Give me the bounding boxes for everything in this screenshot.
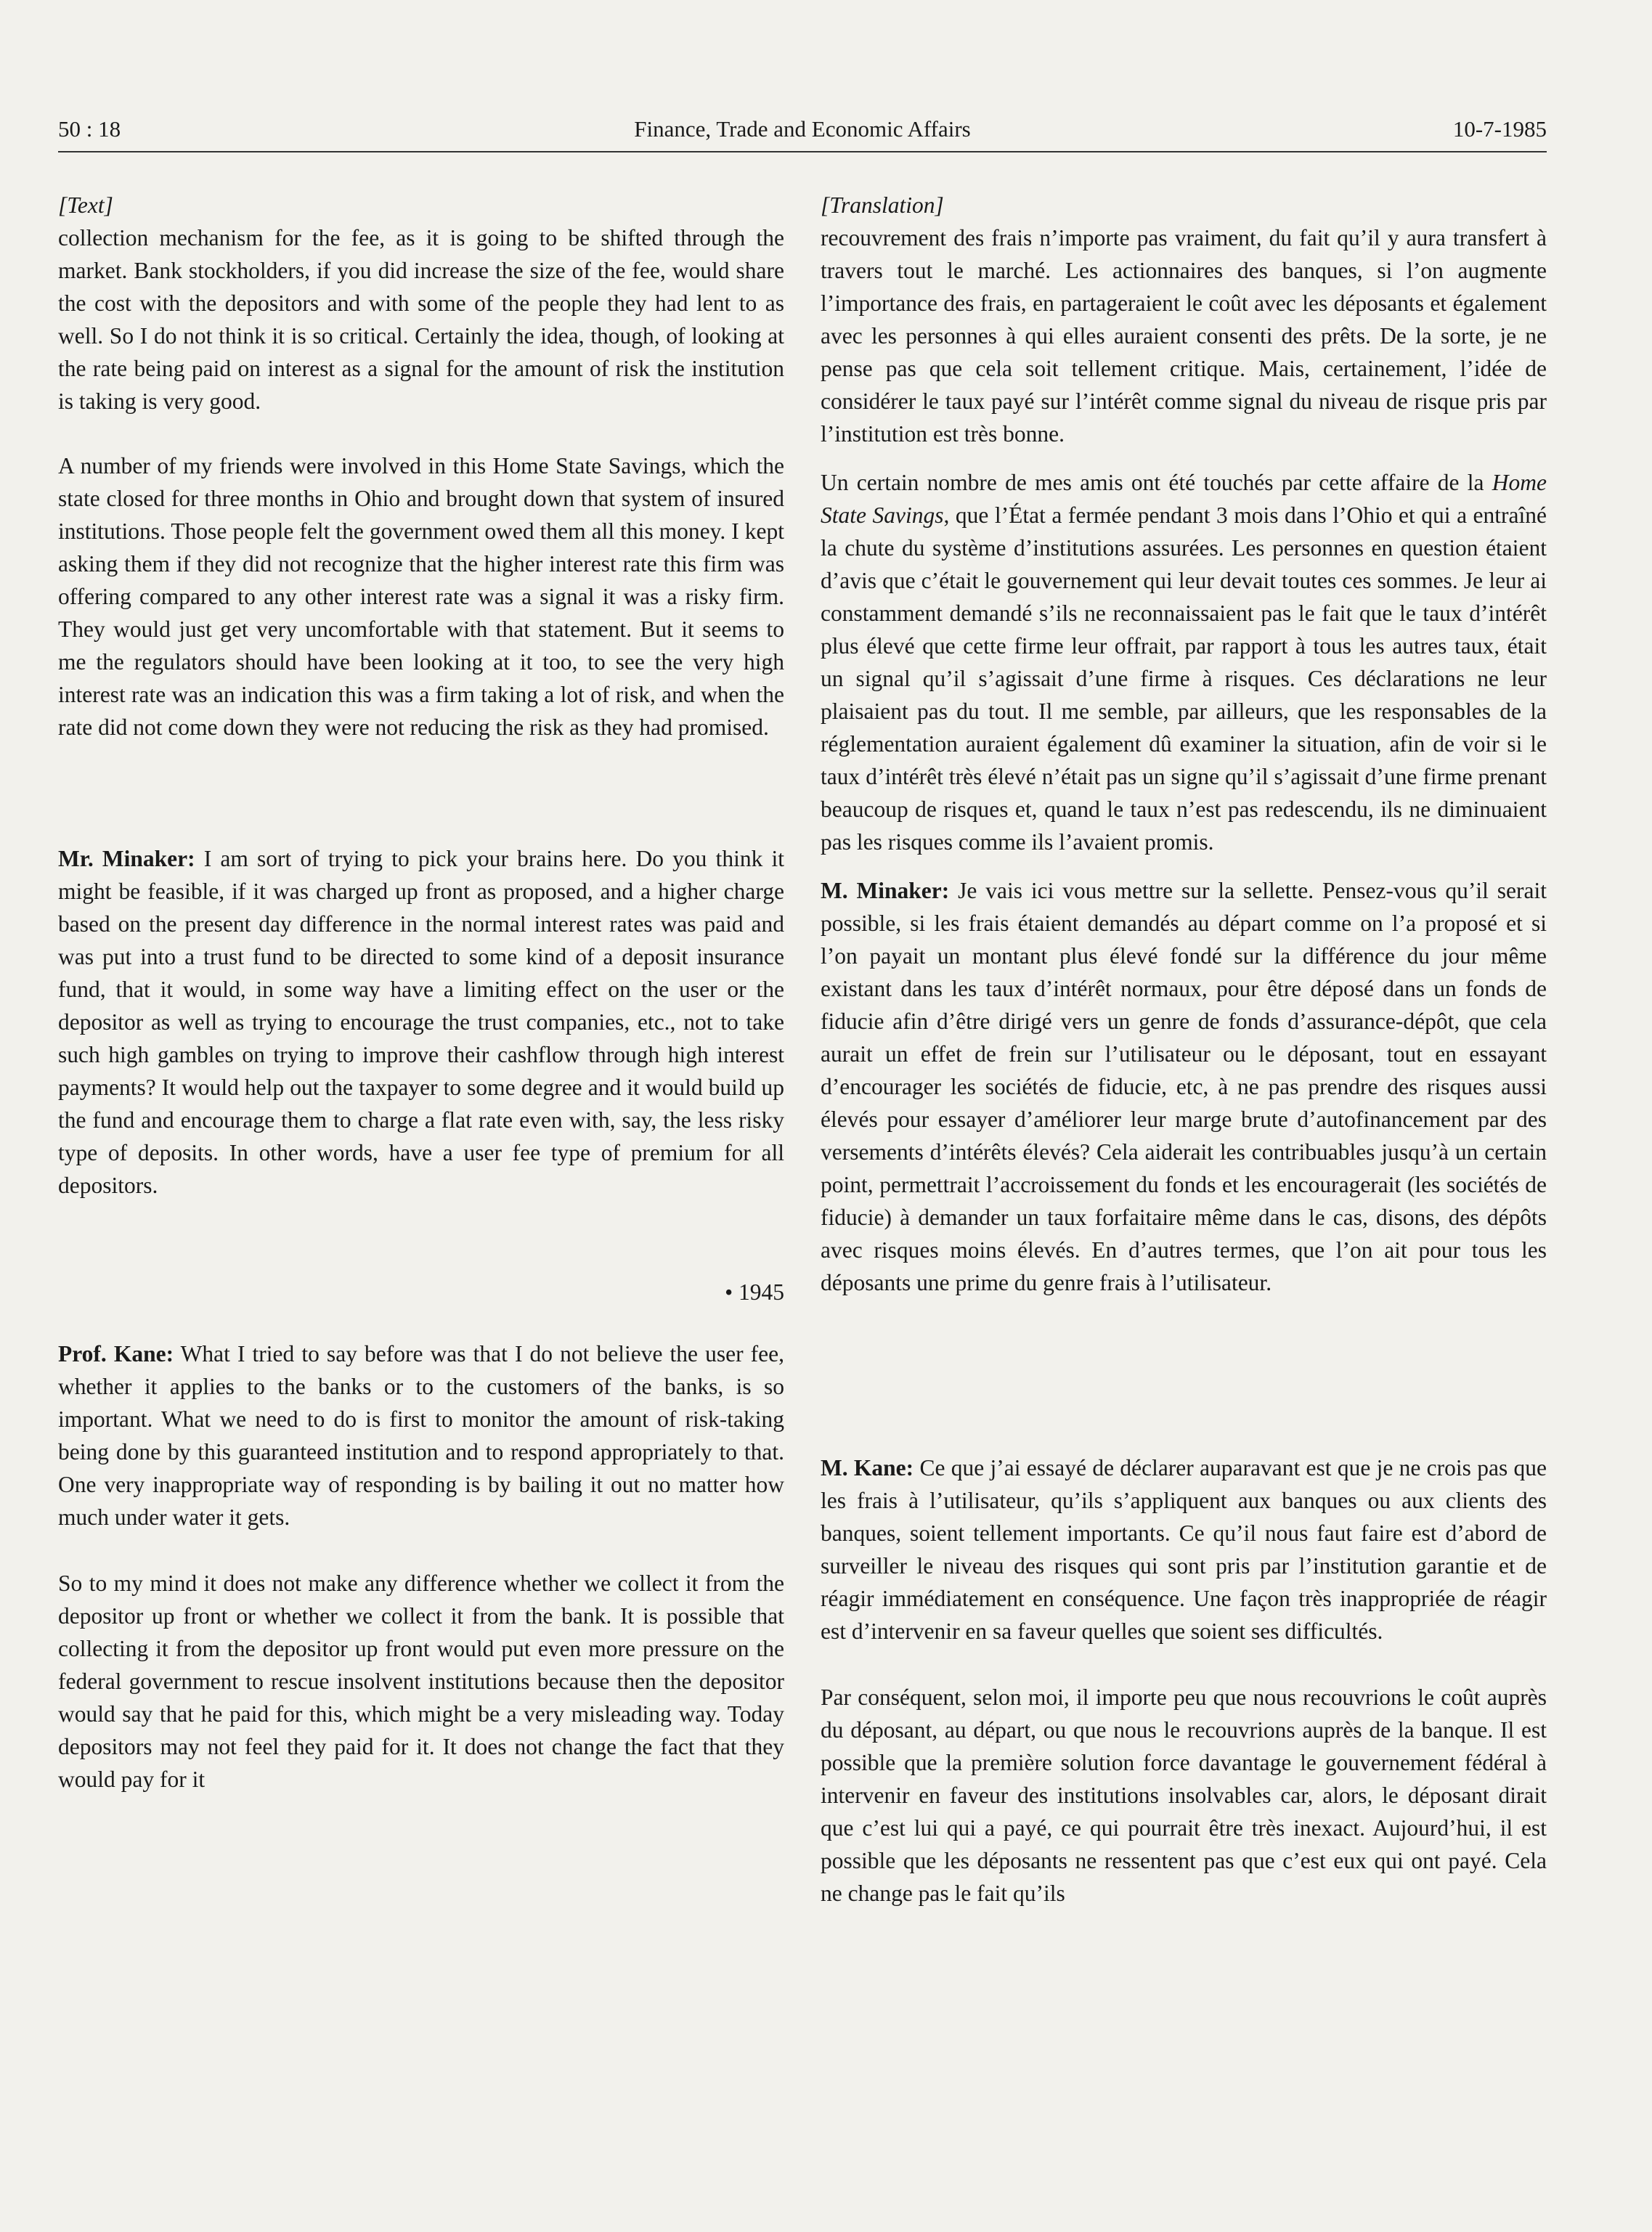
paragraph: So to my mind it does not make any difference whether we collect it from the depositor up front or whether we collect it from the bank. It is possible that collecting it from the depositor up front would put even more pressure on the federal government to rescue insolvent institutions because then the depositor would say that he paid for this, which might be a very misleading way. Today depositors may not feel they paid for it. It does not change the fact that they would pay for it bbox=[58, 1571, 784, 1792]
paragraph: A number of my friends were involved in this Home State Savings, which the state closed for three months in Ohio and brought down that system of insured institutions. Those people felt the government owed them all this money. I kept asking them if they did not recognize that the higher interest rate this firm was offering compared to any other interest rate was a signal it was a risky firm. They would just get very uncomfortable with that statement. But it seems to me the regulators should have been looking at it too, to see the very high interest rate was an indication this was a firm taking a lot of risk, and when the rate did not come down they were not reducing the risk as they had promised. bbox=[58, 453, 784, 740]
speaker-name: M. Minaker: bbox=[821, 878, 950, 903]
paragraph bbox=[58, 842, 784, 1202]
paragraph bbox=[821, 874, 1547, 1299]
page-number: 50 : 18 bbox=[58, 116, 121, 142]
paragraph-text: , que l’État a fermée pendant 3 mois dans l’Ohio et qui a entraîné la chute du système d’institutions assurées. Les personnes en question étaient d’avis que c’était le gouvernement qui leur devait toutes ces sommes. Je leur ai constamment demandé s’ils ne reconnaissaient pas le fait que le taux d’intérêt plus élevé que cette firme leur offrait, par rapport à tous les autres taux, était un signal qu’il s’agissait d’une firme à risques. Ces déclarations ne leur plaisaient pas du tout. Il me semble, par ailleurs, que les responsables de la réglementation auraient également dû examiner la situation, afin de voir si le taux d’intérêt très élevé n’était pas un signe qu’il s’agissait d’une firme prenant beaucoup de risques et, quand le taux n’est pas redescendu, ils ne diminuaient pas les risques comme ils l’avaient promis. bbox=[821, 502, 1547, 855]
emphasis-text: Home State Savings bbox=[821, 470, 1547, 528]
speaker-name: Prof. Kane: bbox=[58, 1341, 174, 1367]
speech-text: I am sort of trying to pick your brains here. Do you think it might be feasible, if it was charged up front as proposed, and a higher charge based on the present day difference in the normal interest rates was paid and was put into a trust fund to be directed to some kind of a deposit insurance fund, that it would, in some way have a limiting effect on the user or the depositor as well as trying to encourage the trust companies, etc., not to take such high gambles on trying to improve their cashflow through high interest payments? It would help out the taxpayer to some degree and it would build up the fund and encourage them to charge a flat rate even with, say, the less risky type of deposits. In other words, have a user fee type of premium for all depositors. bbox=[58, 846, 784, 1198]
speaker-name: Mr. Minaker: bbox=[58, 846, 195, 871]
paragraph bbox=[821, 466, 1547, 858]
english-column bbox=[58, 189, 784, 1796]
speech-text: What I tried to say before was that I do not believe the user fee, whether it applies to the banks or to the customers of the banks, is so important. What we need to do is first to monitor the amount of risk-taking being done by this guaranteed institution and to respond appropriately to that. One very inappropriate way of responding is by bailing it out no matter how much under water it gets. bbox=[58, 1341, 784, 1530]
header-date: 10-7-1985 bbox=[1452, 116, 1547, 142]
paragraph bbox=[58, 1337, 784, 1534]
paragraph-text: Un certain nombre de mes amis ont été touchés par cette affaire de la bbox=[821, 470, 1492, 495]
french-column bbox=[821, 189, 1547, 1910]
time-marker: • 1945 bbox=[725, 1279, 784, 1305]
speech-text: Je vais ici vous mettre sur la sellette. Pensez-vous qu’il serait possible, si les frais étaient demandés au départ comme on l’a proposé et si l’on payait un montant plus élevé fondé sur la différence du jour même existant dans les taux d’intérêt normaux, pour être déposé dans un fonds de fiducie afin d’être dirigé vers un genre de fonds d’assurance-dépôt, que cela aurait un effet de frein sur l’utilisateur ou le déposant, tout en essayant d’encourager les sociétés de fiducie, etc, à ne pas prendre des risques aussi élevés pour essayer d’améliorer leur marge brute d’autofinancement par des versements d’intérêts élevés? Cela aiderait les contribuables jusqu’à un certain point, permettrait l’accroissement du fonds et les encouragerait (les sociétés de fiducie) à demander un taux forfaitaire même dans le cas, disons, des dépôts avec risques moins élevés. En d’autres termes, que l’on ait pour tous les déposants une prime du genre frais à l’utilisateur. bbox=[821, 878, 1547, 1295]
text-label: [Text] bbox=[58, 192, 113, 218]
paragraph bbox=[821, 1451, 1547, 1647]
page-header bbox=[58, 116, 1547, 152]
header-title: Finance, Trade and Economic Affairs bbox=[634, 116, 971, 142]
paragraph: Par conséquent, selon moi, il importe peu que nous recouvrions le coût auprès du déposant, au départ, ou que nous le recouvrions auprès de la banque. Il est possible que la première solution force davantage le gouvernement fédéral à intervenir en faveur des institutions insolvables car, alors, le déposant dirait que c’est lui qui a payé, ce qui pourrait être très inexact. Aujourd’hui, il est possible que les déposants ne ressentent pas que c’est eux qui ont payé. Cela ne change pas le fait qu’ils bbox=[821, 1685, 1547, 1906]
translation-label: [Translation] bbox=[821, 192, 944, 218]
speech-text: Ce que j’ai essayé de déclarer auparavant est que je ne crois pas que les frais à l’utilisateur, qu’ils s’appliquent aux banques ou aux clients des banques, soient tellement importants. Ce qu’il nous faut faire est d’abord de surveiller le niveau des risques qui sont pris par l’institution garantie et de réagir immédiatement en conséquence. Une façon très inappropriée de réagir est d’intervenir en sa faveur quelles que soient ses difficultés. bbox=[821, 1455, 1547, 1644]
speaker-name: M. Kane: bbox=[821, 1455, 914, 1480]
paragraph: recouvrement des frais n’importe pas vraiment, du fait qu’il y aura transfert à travers tout le marché. Les actionnaires des banques, si l’on augmente l’importance des frais, en partageraient le coût avec les déposants et également avec les personnes à qui elles auraient consenti des prêts. De la sorte, je ne pense pas que cela soit tellement critique. Mais, certainement, l’idée de considérer le taux payé sur l’intérêt comme signal du niveau de risque pris par l’institution est très bonne. bbox=[821, 225, 1547, 447]
paragraph: collection mechanism for the fee, as it is going to be shifted through the market. Bank stockholders, if you did increase the size of the fee, would share the cost with the depositors and with some of the people they had lent to as well. So I do not think it is so critical. Certainly the idea, though, of looking at the rate being paid on interest as a signal for the amount of risk the institution is taking is very good. bbox=[58, 225, 784, 414]
